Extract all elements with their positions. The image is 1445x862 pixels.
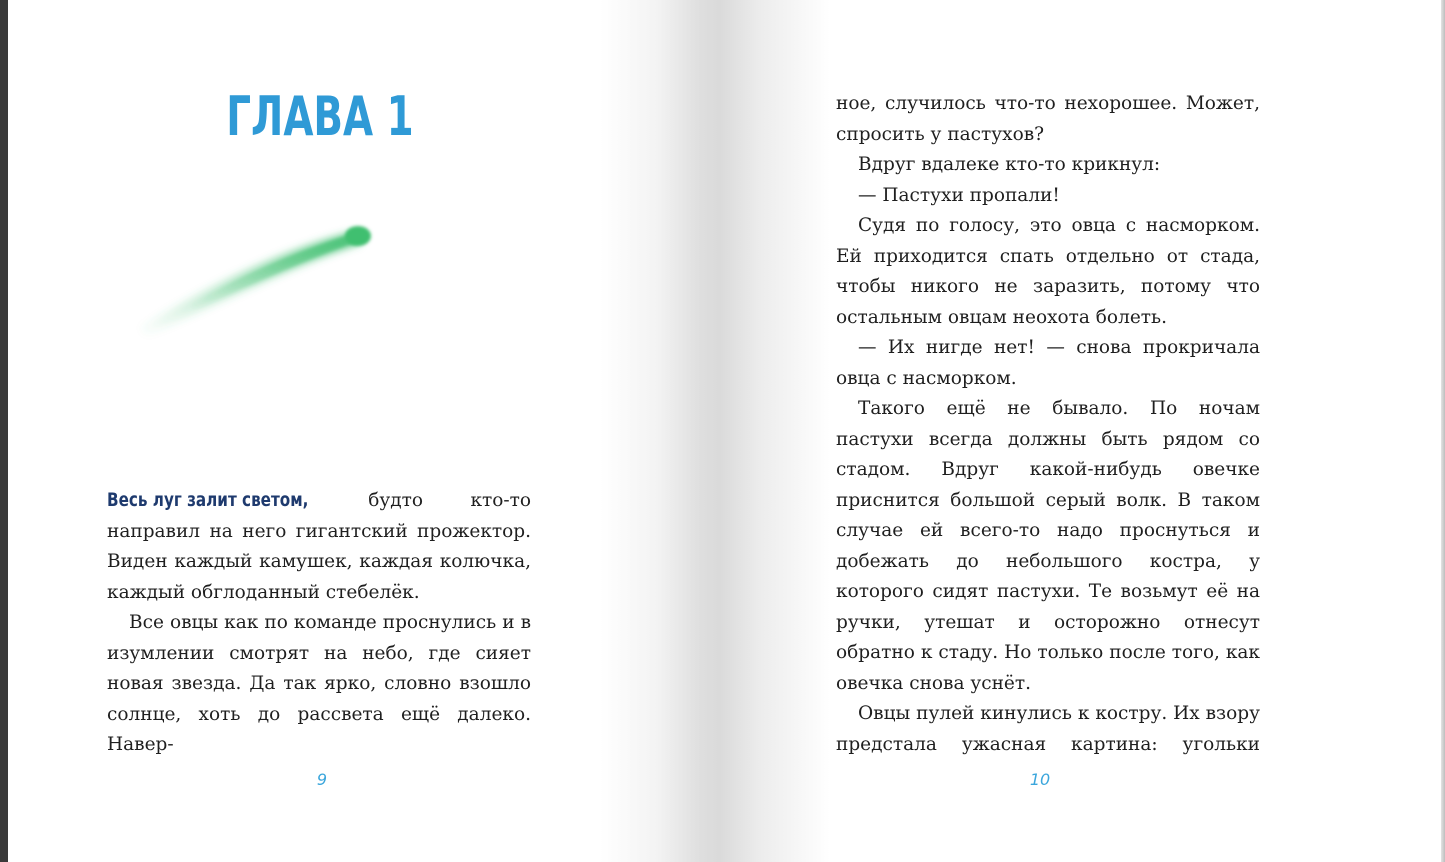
chapter-title: ГЛАВА 1 [226,85,414,148]
paragraph: Такого ещё не бывало. По ночам пастухи всегда должны быть рядом со стадом. Вдруг какой-нибудь овечке приснится большой серый волк. В таком случае ей всего-то надо проснуться и добежать до небольшого костра, у которого сидят пастухи. Те возьмут её на ручки, утешат и осторожно отнесут обратно к стаду. Но только после того, как овечка снова уснёт. [836,398,1260,694]
paragraph: ное, случилось что-то нехорошее. Может, спросить у пастухов? [836,93,1260,145]
page-number-left: 9 [316,770,328,789]
left-page-edge [0,0,8,862]
paragraph: Вдруг вдалеке кто-то крикнул: [858,154,1161,175]
book-gutter-shadow [600,0,830,862]
paragraph: — Пастухи пропали! [858,184,1060,206]
paragraph [107,485,531,608]
left-page-text [107,485,531,761]
paragraph: — Их нигде нет! — снова прокричала овца с насморком. [836,337,1260,389]
paragraph: Овцы пулей кинулись к костру. Их взору предстала ужасная картина: угольки [836,703,1260,755]
paragraph-text: будто кто-то направил на него гигантский прожектор. Виден каждый камушек, каждая колючка, каждый обглоданный стебелёк. [107,490,531,603]
paragraph: Судя по голосу, это овца с насморком. Ей приходится спать отдельно от стада, чтобы никого не заразить, потому что остальным овцам неохота болеть. [836,215,1260,328]
green-comet-icon [130,210,390,360]
page-number-right: 10 [1029,770,1051,789]
paragraph: Все овцы как по команде проснулись и в изумлении смотрят на небо, где сияет новая звезда. Да так ярко, словно взошло солнце, хоть до рассвета ещё далеко. Навер- [107,612,531,755]
lead-phrase: Весь луг залит светом, [107,489,309,511]
right-page-edge [1441,0,1445,862]
right-page-text [836,89,1260,760]
